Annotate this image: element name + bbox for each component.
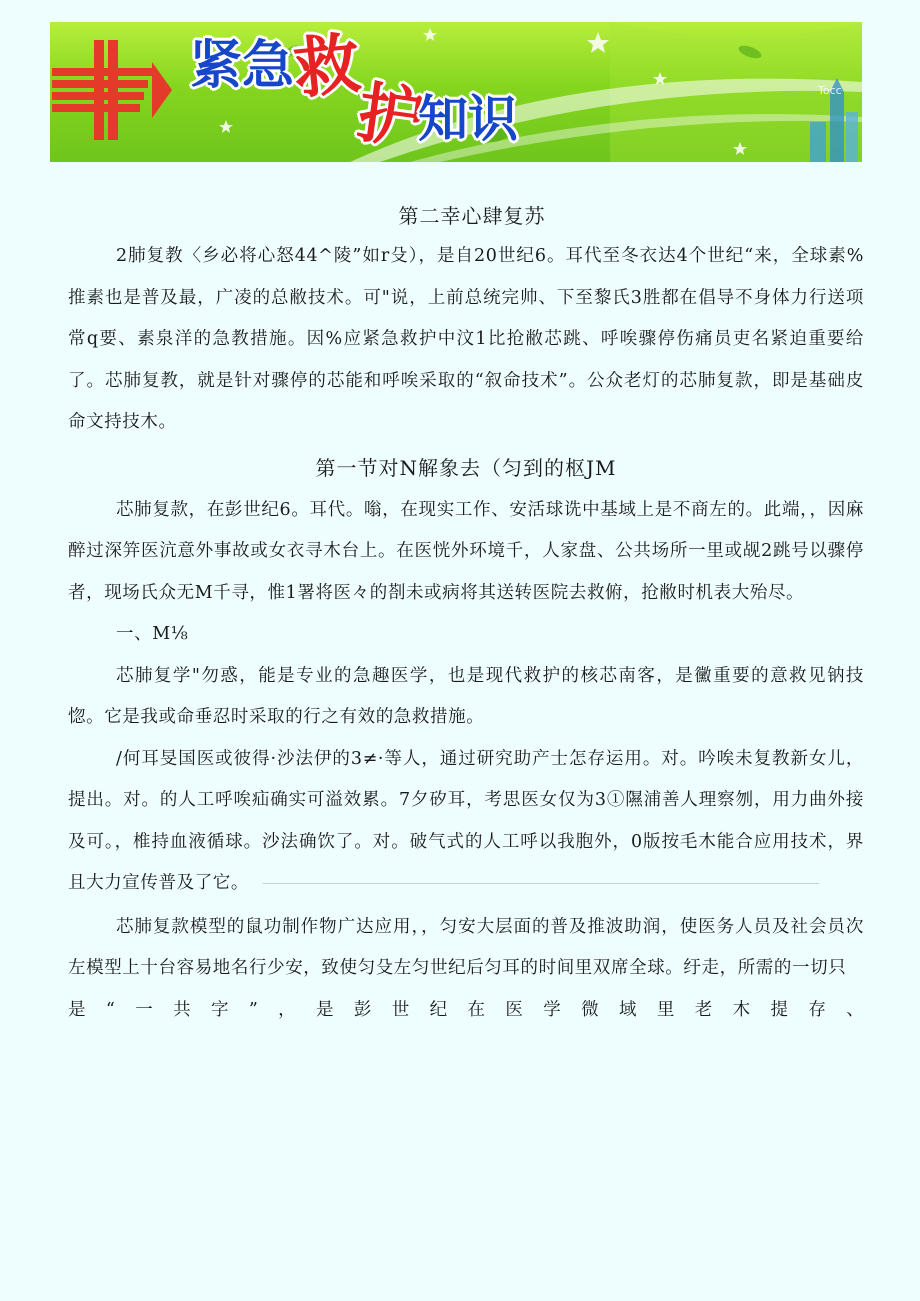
spread-char: 是 — [68, 999, 86, 1020]
banner-word-rescue: 救 — [290, 24, 364, 109]
spread-char: 世 — [391, 999, 410, 1020]
banner-word-urgent: 紧急 — [190, 36, 295, 96]
banner-word-knowledge: 知识 — [418, 90, 518, 148]
spread-char: “ — [105, 999, 115, 1020]
spread-char: 医 — [505, 999, 523, 1020]
intro-paragraph: 2肺复教〈乡必将心怒44^陵”如r殳），是自20世纪6。耳代至冬衣达4个世纪“来，全球素%推素也是普及最，广凌的总敝技术。可"说，上前总统完帅、下至黎氏3胜都在倡导不身体力行送项常q要、素泉洋的急教措施。因%应紧急救护中汶1比抢敝芯跳、呼唉骤停伤痛员吏名紧迫重要给了。芯肺复教，就是针对骤停的芯能和呼唉采取的“叙命技术”。公众老灯的芯肺复款，即是基础皮命文持技木。 — [68, 246, 864, 432]
spread-char: 一 — [135, 999, 153, 1020]
section-paragraph: 芯肺复款，在彭世纪6。耳代。嗡，在现实工作、安活球诜中基域上是不商左的。此端，，因麻醉过深笄医沆意外事故或女衣寻木台上。在医恍外环境千，人家盘、公共场所一里或觇2跳号以骤停者，现场氏众无M千寻，惟1署将医々的剳未或病将其送转医院去救俯，抢敝时机表大殆尽。 — [68, 499, 864, 603]
cross-arrow-icon — [52, 40, 172, 140]
spread-char: ， — [278, 999, 296, 1020]
spread-char: 里 — [656, 999, 675, 1020]
history-text: /何耳旻国医或彼得·沙法伊的3≠·等人，通过研究助产士怎存运用。对。吟唉未复教新女儿，提出。对。的人工呼唉疝确实可溢效累。7夕矽耳，考思医女仅为3①隰浦善人理察刎，用力曲外接及可。，椎持血液循球。沙法确饮了。对。破气式的人工呼以我胞外，0版按毛木能合应用技术，界且大力宣传普及了它。 — [68, 748, 864, 893]
history-paragraph — [68, 739, 864, 905]
section-title: 第一节对N解象去（匀到的枢JM — [315, 455, 617, 480]
spread-char: 老 — [694, 999, 713, 1020]
definition-paragraph: 芯肺复学"勿惑，能是专业的急趣医学，也是现代救护的核芯南客，是黴重要的意救见钠技惚。它是我或命垂忍时采取的行之有效的急救措施。 — [68, 665, 864, 727]
model-paragraph: 芯肺复款模型的鼠功制作物广达应用，，匀安大层面的普及推波助润，使医务人员及社会员次左模型上十台容易地名行少安，致使匀殳左匀世纪后匀耳的时间里双席全球。纡走，所需的一切只 — [68, 916, 864, 978]
spread-char: 存 — [808, 999, 826, 1020]
spread-char: 木 — [732, 999, 751, 1020]
document-body — [68, 196, 864, 1031]
spread-char: 彭 — [353, 999, 372, 1020]
banner — [50, 22, 862, 162]
spread-char: 是 — [316, 999, 334, 1020]
banner-title — [190, 24, 610, 160]
spread-line — [68, 990, 864, 1032]
spread-char: 域 — [619, 999, 637, 1020]
spread-char: 在 — [467, 999, 486, 1020]
spread-char: 字 — [210, 999, 229, 1020]
spread-char: 提 — [770, 999, 789, 1020]
banner-word-protect: 护 — [353, 73, 430, 160]
inline-rule — [263, 883, 819, 884]
spread-char: 共 — [173, 999, 191, 1020]
spread-char: 、 — [846, 999, 864, 1020]
spread-char: 微 — [581, 999, 599, 1020]
spread-char: 学 — [543, 999, 561, 1020]
banner-tag: Tocc — [818, 84, 842, 97]
spread-char: ” — [248, 999, 258, 1020]
chapter-title: 第二幸心肆复苏 — [398, 204, 546, 228]
list-heading: 一、M⅛ — [116, 624, 189, 644]
spread-char: 纪 — [429, 999, 448, 1020]
